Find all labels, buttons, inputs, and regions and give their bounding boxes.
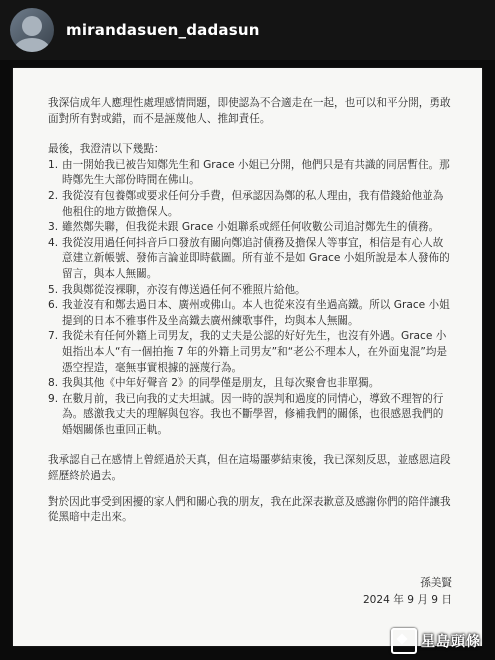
clarification-item: 5. 我與鄭從沒裸聊，亦沒有傳送過任何不雅照片給他。 [48, 283, 306, 296]
statement-document [13, 68, 482, 646]
clarification-item: 6. 我並沒有和鄭去過日本、廣州或佛山。本人也從來沒有坐過高鐵。所以 Grace 小姐提到的日本不雅事件及坐高鐵去廣州練歌事件，均與本人無關。 [48, 299, 450, 327]
statement-body [48, 96, 453, 526]
star-island-logo-icon [391, 628, 417, 654]
clarification-item: 3. 雖然鄭失聯，但我從未跟 Grace 小姐聯系或經任何收數公司追討鄭先生的債務。 [48, 221, 440, 234]
clarify-heading: 最後，我澄清以下幾點： [48, 143, 165, 156]
clarification-item: 8. 我與其他《中年好聲音 2》的同學僅是朋友，且每次聚會也非單獨。 [48, 377, 380, 390]
profile-header [0, 0, 495, 60]
profile-avatar[interactable] [10, 8, 54, 52]
clarification-item: 4. 我從沒用過任何抖音戶口發放有關向鄭追討債務及擔保人等事宜，相信是有心人故意建立新帳號、發佈言論並即時截圖。所有並不是如 Grace 小姐所說是本人發佈的留言，與本人無關。 [48, 236, 450, 280]
signature-name: 孫美賢 [420, 577, 452, 589]
watermark-text: 星島頭條 [421, 634, 481, 650]
clarification-item: 7. 我從未有任何外籍上司男友，我的丈夫是公認的好好先生，也沒有外遇。Grace 小姐指出本人“有一個拍拖 7 年的外籍上司男友”和“老公不理本人，在外面鬼混”均是憑空捏造，毫無事實根據的誣蔑行為。 [48, 330, 448, 374]
signature-date: 2024 年 9 月 9 日 [362, 594, 452, 606]
news-watermark [391, 628, 481, 654]
signature-block [363, 575, 452, 609]
admission-paragraph: 我承認自己在感情上曾經過於天真，但在這場噩夢結束後，我已深刻反思，並感恩這段經歷終於過去。 [48, 454, 451, 483]
profile-username[interactable]: mirandasuen_dadasun [66, 21, 260, 39]
clarification-list [48, 158, 453, 439]
clarification-item: 1. 由一開始我已被告知鄭先生和 Grace 小姐已分開，他們只是有共識的同居暫住。那時鄭先生大部份時間在佛山。 [48, 158, 450, 187]
clarification-item: 2. 我從沒有包養鄭或要求任何分手費，但承認因為鄭的私人理由，我有借錢給他並為他租住的地方做擔保人。 [48, 189, 444, 218]
apology-paragraph: 對於因此事受到困擾的家人們和關心我的朋友，我在此深表歉意及感謝你們的陪伴讓我從黑暗中走出來。 [48, 495, 451, 524]
intro-paragraph: 我深信成年人應理性處理感情問題，即使認為不合適走在一起，也可以和平分開，勇敢面對所有對或錯，而不是誣蔑他人、推卸責任。 [48, 97, 451, 125]
clarification-item: 9. 在數月前，我已向我的丈夫坦誠。因一時的誤判和過度的同情心，導致不理智的行為。感激我丈夫的理解與包容。我也不斷學習，修補我們的關係，也很感恩我們的婚姻關係也重回正軌。 [48, 392, 444, 436]
